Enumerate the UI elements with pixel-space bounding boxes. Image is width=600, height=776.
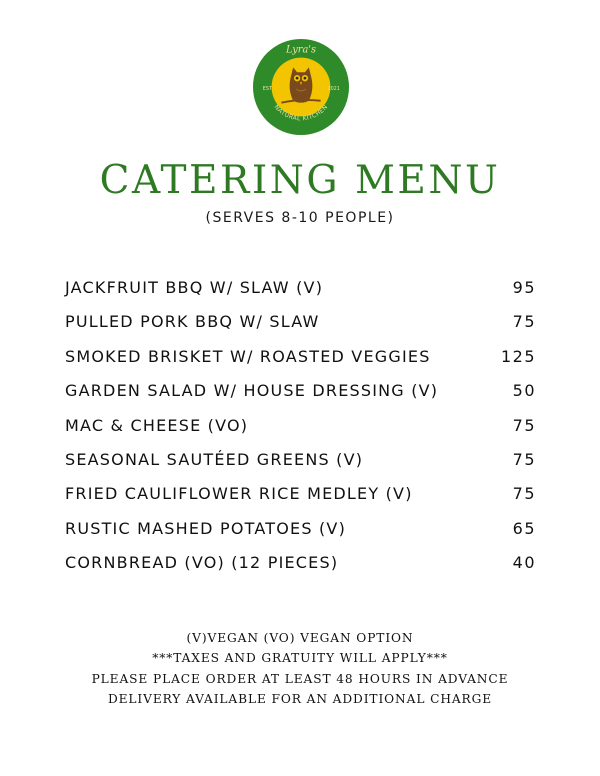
menu-item-price: 75 [512, 484, 536, 504]
menu-item-price: 95 [512, 278, 536, 297]
menu-list [65, 278, 536, 588]
logo-script-name: Lyra's [285, 44, 317, 56]
menu-item-name: CORNBREAD (VO) (12 PIECES) [65, 553, 339, 573]
menu-item-price: 40 [512, 553, 536, 573]
menu-item-name: JACKFRUIT BBQ W/ SLAW (V) [65, 278, 324, 297]
page-subtitle: (SERVES 8-10 PEOPLE) [205, 210, 395, 226]
lyras-natural-kitchen-logo [252, 38, 350, 136]
menu-item-price: 50 [512, 381, 536, 401]
menu-item-name: MAC & CHEESE (VO) [65, 415, 249, 435]
menu-item [65, 416, 536, 450]
menu-item-name: RUSTIC MASHED POTATOES (V) [65, 518, 347, 538]
note-delivery: DELIVERY AVAILABLE FOR AN ADDITIONAL CHARGE [107, 691, 493, 706]
menu-item-price: 75 [512, 415, 536, 435]
menu-item-price: 75 [512, 312, 536, 332]
page-title: CATERING MENU [99, 158, 501, 203]
menu-item-name: FRIED CAULIFLOWER RICE MEDLEY (V) [65, 484, 413, 504]
menu-item [65, 278, 536, 312]
menu-item [65, 347, 536, 381]
menu-item-price: 65 [512, 518, 536, 538]
menu-item-name: GARDEN SALAD W/ HOUSE DRESSING (V) [65, 381, 439, 401]
menu-item [65, 553, 536, 587]
menu-item-name: SMOKED BRISKET W/ ROASTED VEGGIES [65, 346, 431, 366]
logo-ring-text: NATURAL KITCHEN [272, 103, 330, 123]
menu-item-name: PULLED PORK BBQ W/ SLAW [65, 312, 320, 332]
menu-item-name: SEASONAL SAUTÉED GREENS (V) [65, 449, 364, 469]
menu-item [65, 312, 536, 346]
footer-notes [0, 628, 600, 709]
logo-est-label: EST [262, 85, 272, 92]
note-taxes: ***TAXES AND GRATUITY WILL APPLY*** [152, 651, 448, 666]
note-advance-order: PLEASE PLACE ORDER AT LEAST 48 HOURS IN ADVANCE [91, 671, 509, 686]
menu-item-price: 75 [512, 449, 536, 469]
menu-item [65, 519, 536, 553]
menu-item [65, 381, 536, 415]
menu-item [65, 484, 536, 518]
logo-year: 2021 [327, 85, 340, 92]
menu-item [65, 450, 536, 484]
note-vegan-legend: (V)VEGAN (VO) VEGAN OPTION [186, 631, 414, 645]
menu-item-price: 125 [500, 346, 536, 366]
owl-icon [290, 67, 313, 102]
